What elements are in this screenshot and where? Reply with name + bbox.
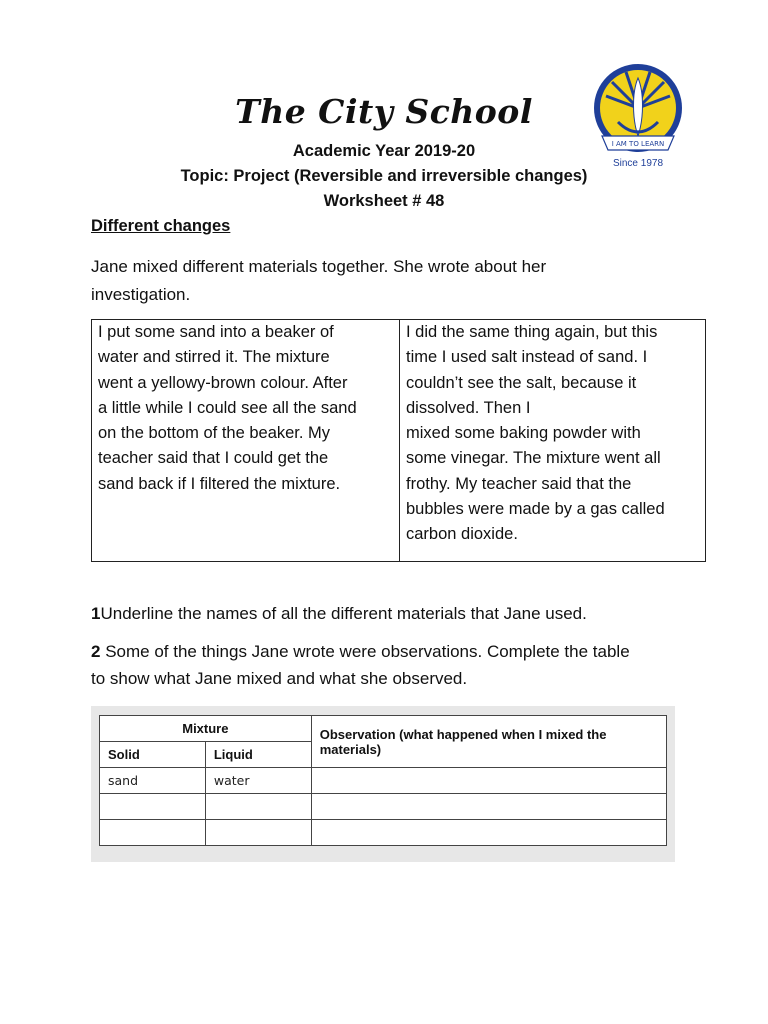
question-2 [91, 638, 691, 692]
solid-cell[interactable] [100, 794, 206, 820]
investigation-cell-sand [92, 320, 400, 561]
cell-line: dissolved. Then I [406, 398, 531, 417]
cell-line: went a yellowy-brown colour. After [98, 373, 348, 392]
cell-line: mixed some baking powder with [406, 424, 641, 443]
cell-line: I did the same thing again, but this [406, 323, 658, 341]
liquid-cell[interactable]: water [205, 768, 311, 794]
cell-line: sand back if I filtered the mixture. [98, 474, 341, 493]
investigation-cell-salt [400, 320, 705, 561]
cell-line: bubbles were made by a gas called [406, 500, 665, 519]
question-number: 2 [91, 642, 101, 661]
solid-cell[interactable]: sand [100, 768, 206, 794]
crest-since: Since 1978 [612, 158, 664, 169]
section-heading: Different changes [91, 217, 231, 235]
worksheet-number: Worksheet # 48 [323, 192, 445, 210]
observation-header: Observation (what happened when I mixed the materials) [311, 716, 666, 768]
investigation-table [91, 319, 706, 562]
cell-line: water and stirred it. The mixture [98, 348, 330, 367]
mixture-table-frame [91, 706, 675, 862]
cell-line: carbon dioxide. [406, 525, 518, 544]
solid-cell[interactable] [100, 820, 206, 846]
school-crest-logo [588, 62, 690, 174]
crest-motto: I AM TO LEARN [611, 140, 665, 148]
cell-line: some vinegar. The mixture went all [406, 449, 661, 468]
intro-line: Jane mixed different materials together. She wrote about her [91, 257, 547, 276]
academic-year: Academic Year 2019-20 [292, 142, 476, 160]
observation-cell[interactable] [311, 768, 666, 794]
intro-line: investigation. [91, 285, 191, 304]
school-name: The City School [235, 92, 533, 131]
observation-cell[interactable] [311, 794, 666, 820]
mixture-table [99, 715, 667, 846]
cell-line: frothy. My teacher said that the [406, 474, 632, 493]
observation-cell[interactable] [311, 820, 666, 846]
topic: Topic: Project (Reversible and irreversible changes) [180, 167, 588, 185]
liquid-header: Liquid [205, 742, 311, 768]
question-text: to show what Jane mixed and what she observed. [91, 669, 468, 688]
cell-line: teacher said that I could get the [98, 449, 329, 468]
table-row [100, 820, 667, 846]
intro-text [91, 253, 651, 309]
cell-line: I put some sand into a beaker of [98, 323, 334, 341]
cell-line: time I used salt instead of sand. I [406, 348, 648, 367]
mixture-header: Mixture [100, 716, 312, 742]
liquid-cell[interactable] [205, 794, 311, 820]
cell-line: on the bottom of the beaker. My [98, 424, 331, 443]
cell-line: a little while I could see all the sand [98, 398, 357, 417]
question-1 [91, 600, 691, 627]
question-text: Underline the names of all the different materials that Jane used. [100, 604, 587, 623]
table-row [100, 794, 667, 820]
solid-header: Solid [100, 742, 206, 768]
question-text: Some of the things Jane wrote were observations. Complete the table [100, 642, 630, 661]
liquid-cell[interactable] [205, 820, 311, 846]
cell-line: couldn’t see the salt, because it [406, 373, 637, 392]
question-number: 1 [91, 604, 101, 623]
table-row [100, 768, 667, 794]
